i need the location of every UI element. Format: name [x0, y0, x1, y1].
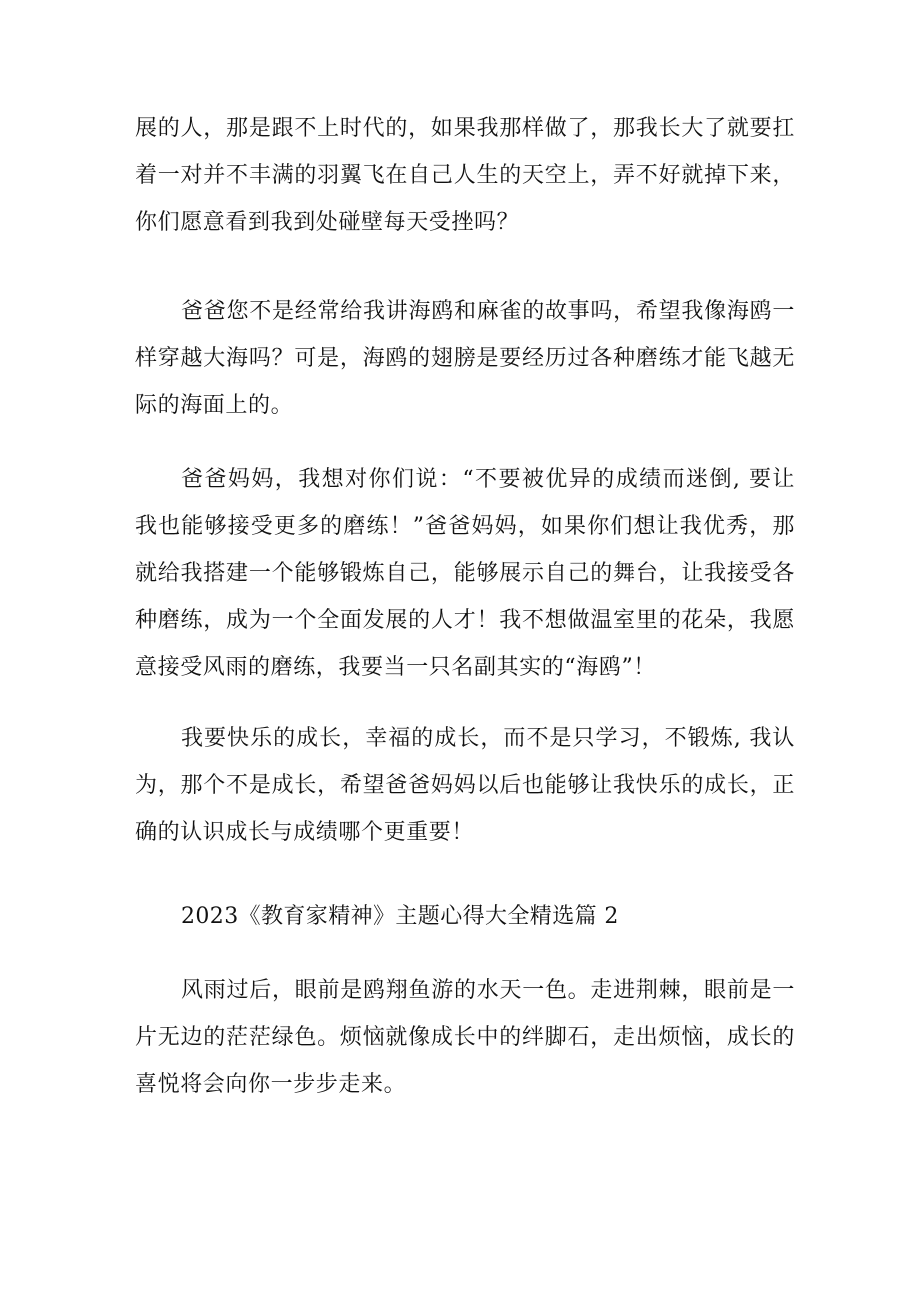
paragraph-happy-growth: 我要快乐的成长，幸福的成长，而不是只学习，不锻炼, 我认为，那个不是成长，希望爸爸妈妈以后也能够让我快乐的成长，正确的认识成长与成绩哪个更重要！	[135, 726, 795, 845]
paragraph-after-storm: 风雨过后，眼前是鸥翔鱼游的水天一色。走进荆棘，眼前是一片无边的茫茫绿色。烦恼就像成长中的绊脚石，走出烦恼，成长的喜悦将会向你一步步走来。	[135, 978, 795, 1097]
paragraph-continued: 展的人，那是跟不上时代的，如果我那样做了，那我长大了就要扛着一对并不丰满的羽翼飞在自己人生的天空上，弄不好就掉下来，你们愿意看到我到处碰壁每天受挫吗？	[135, 116, 795, 235]
paragraph-message-to-parents: 爸爸妈妈，我想对你们说：“不要被优异的成绩而迷倒, 要让我也能够接受更多的磨练！”爸爸妈妈，如果你们想让我优秀，那就给我搭建一个能够锻炼自己，能够展示自己的舞台，让我接受各种磨练，成为一个全面发展的人才！我不想做温室里的花朵，我愿意接受风雨的磨练，我要当一只名副其实的“海鸥”！	[135, 467, 795, 680]
paragraph-seagull-story: 爸爸您不是经常给我讲海鸥和麻雀的故事吗，希望我像海鸥一样穿越大海吗？可是，海鸥的翅膀是要经历过各种磨练才能飞越无际的海面上的。	[135, 299, 795, 418]
section-heading: 2023《教育家精神》主题心得大全精选篇 2	[181, 904, 619, 929]
